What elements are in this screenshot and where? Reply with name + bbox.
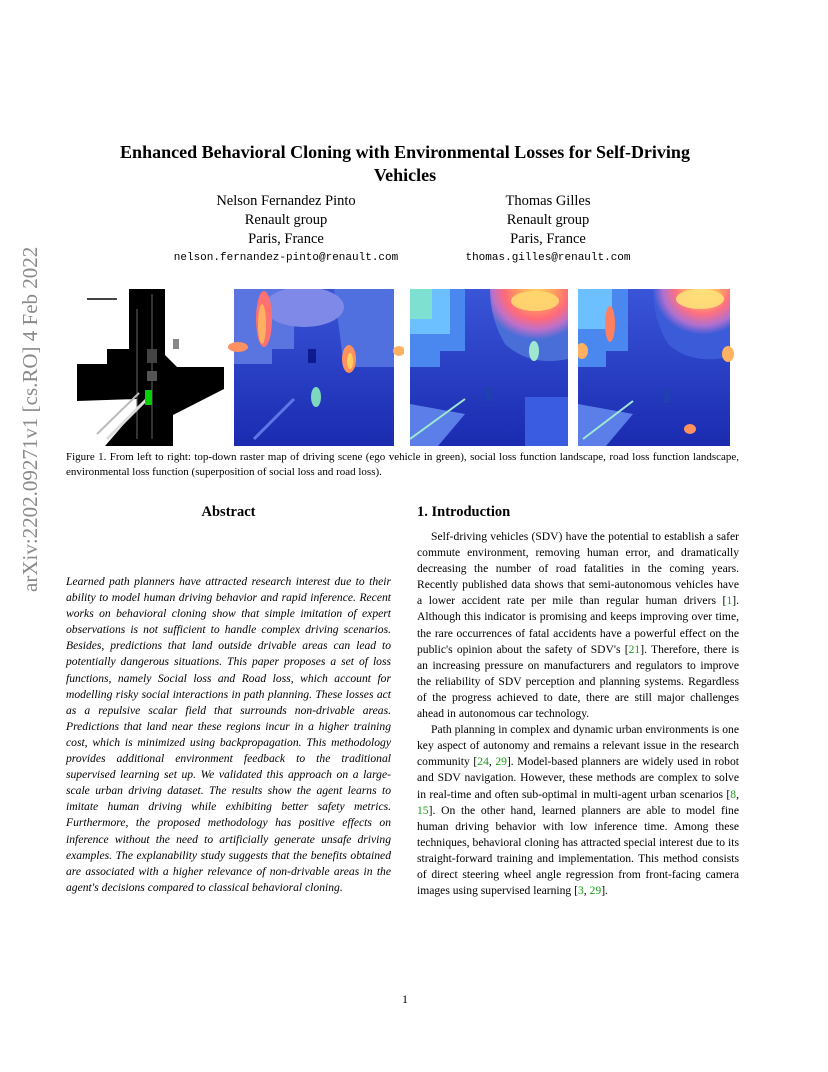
author-1-affiliation: Renault group [244, 212, 328, 228]
author-1 [160, 192, 412, 264]
citation-separator: , [583, 884, 590, 898]
intro-p1-text-a: Self-driving vehicles (SDV) have the potential to establish a safer commute environment, removing human error, and dramatically decreasing the number of road fatalities in the coming years. Recently published data shows that semi-autonomous vehicles have a lower accident rate per mile than regular human drivers [ [417, 530, 739, 608]
intro-p2-text-a: Path planning in complex and dynamic urban environments is one key aspect of autonomy and remains a relevant issue in the research community [ [417, 723, 739, 769]
intro-p1-text-b: ]. Although this indicator is promising and keeps improving over time, the rare occurrences of fatal accidents have a powerful effect on the public's opinion about the safety of SDV's [ [417, 594, 739, 656]
environmental-loss-image [578, 289, 736, 446]
intro-p1-text-c: ]. Therefore, there is an increasing pressure on manufacturers and regulators to improve the reliability of SDV perception and planning systems. Regardless of the progress achieved to date, there are still major challenges ahead in autonomous car technology. [417, 642, 739, 721]
abstract-heading: Abstract [201, 504, 256, 520]
abstract-text: Learned path planners have attracted research interest due to their ability to model human driving behavior and rapid inference. Recent works on behavioral cloning show that simple imitation of expert observations is not sufficient to handle complex driving scenarios. Besides, predictions that land outside drivable areas can lead to potentially dangerous situations. This paper proposes a set of loss functions, namely Social loss and Road loss, which account for modelling risky social interactions in path planning. These losses act as a repulsive scalar field that surrounds non-drivable areas. Predictions that land near these regions incur in a higher training cost, which is minimized using backpropagation. This methodology provides additional environment feedback to the traditional supervised learning set up. We validated this approach on a large-scale urban driving dataset. The results show the agent learns to imitate human driving while exhibiting better safety metrics. Furthermore, the proposed methodology has positive effects on inference without the need to artificially generate unsafe driving examples. The explanability study suggests that the benefits obtained are associated with a higher relevance of non-drivable areas in the agent's decisions compared to classical behavioral cloning. [66, 575, 391, 894]
intro-p2-text-d: ]. [601, 884, 608, 898]
citation-separator: , [736, 787, 739, 801]
page-number: 1 [402, 992, 408, 1006]
social-loss-image [224, 289, 404, 446]
author-2-location: Paris, France [510, 231, 586, 247]
author-1-location: Paris, France [248, 231, 324, 247]
figure-caption: Figure 1. From left to right: top-down raster map of driving scene (ego vehicle in green), social loss function landscape, road loss function landscape, environmental loss function (superposition of social loss and road loss). [66, 451, 739, 478]
author-2-email: thomas.gilles@renault.com [465, 252, 631, 264]
intro-paragraph-1 [417, 529, 739, 722]
road-loss-image [410, 289, 568, 446]
author-1-email: nelson.fernandez-pinto@renault.com [173, 252, 399, 264]
author-1-name: Nelson Fernandez Pinto [216, 193, 356, 209]
author-2-affiliation: Renault group [506, 212, 590, 228]
author-2 [445, 192, 651, 264]
intro-paragraph-2 [417, 722, 739, 899]
citation-link[interactable]: 15 [417, 803, 429, 817]
raster-map-image [77, 289, 224, 446]
citation-link[interactable]: 8 [730, 787, 737, 801]
citation-link[interactable]: 1 [726, 594, 733, 608]
citation-link[interactable]: 3 [578, 884, 584, 898]
intro-p2-text-b: ]. Model-based planners are widely used in robot and SDV navigation. However, these methods are complex to solve in real-time and often sub-optimal in multi-agent urban scenarios [ [417, 755, 740, 801]
citation-link[interactable]: 24 [477, 755, 489, 769]
citation-separator: , [488, 755, 496, 769]
intro-p2-text-c: ]. On the other hand, learned planners are able to model fine human driving behavior with low inference time. Among these techniques, behavioral cloning has attracted special interest due to its straight-forward training and implementation. This method consists of direct steering wheel angle regression from front-facing camera images using supervised learning [ [417, 803, 739, 898]
introduction-body [417, 529, 739, 899]
arxiv-side-label: arXiv:2202.09271v1 [cs.RO] 4 Feb 2022 [18, 246, 42, 592]
citation-link[interactable]: 29 [589, 884, 602, 898]
introduction-heading: 1. Introduction [417, 504, 511, 520]
citation-link[interactable]: 29 [495, 755, 507, 769]
paper-title: Enhanced Behavioral Cloning with Environmental Losses for Self-Driving Vehicles [120, 142, 690, 185]
author-2-name: Thomas Gilles [505, 193, 591, 209]
citation-link[interactable]: 21 [628, 642, 641, 656]
